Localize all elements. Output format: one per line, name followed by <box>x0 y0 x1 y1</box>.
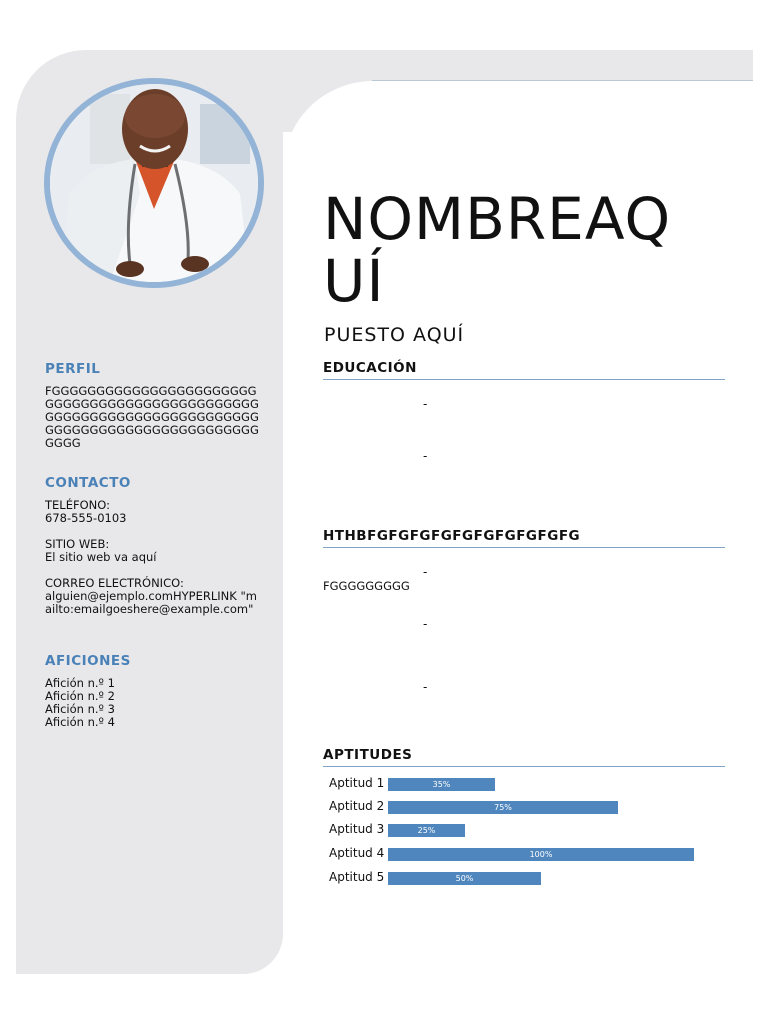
experience-heading: HTHBFGFGFGFGFGFGFGFGFGFG <box>323 528 725 548</box>
hobby-item: Afición n.º 3 <box>45 702 115 716</box>
experience-entry: - <box>423 565 428 579</box>
skill-percent: 35% <box>432 780 451 789</box>
contact-section <box>45 475 265 629</box>
website-value[interactable]: El sitio web va aquí <box>45 550 157 564</box>
hobbies-heading: AFICIONES <box>45 653 131 669</box>
skill-label: Aptitud 2 <box>329 799 385 813</box>
website-block <box>45 538 265 564</box>
hobbies-section <box>45 653 265 729</box>
skill-label: Aptitud 3 <box>329 822 385 836</box>
phone-label: TELÉFONO: <box>45 498 110 512</box>
profile-photo <box>50 84 258 282</box>
website-label: SITIO WEB: <box>45 537 110 551</box>
skill-bar <box>388 778 495 791</box>
education-entry: - <box>423 449 428 463</box>
job-title: PUESTO AQUÍ <box>324 324 465 346</box>
profile-section <box>45 361 265 450</box>
skill-bar <box>388 824 465 837</box>
experience-entry: - <box>423 617 428 631</box>
candidate-name: NOMBREAQUÍ <box>323 185 672 315</box>
skills-heading: APTITUDES <box>323 747 725 767</box>
skill-percent: 75% <box>494 803 512 812</box>
top-divider <box>372 80 753 81</box>
email-block <box>45 577 265 616</box>
email-value[interactable]: alguien@ejemplo.comHYPERLINK "mailto:emailgoeshere@example.com" <box>45 589 257 616</box>
profile-heading: PERFIL <box>45 361 101 377</box>
hobbies-list <box>45 677 265 729</box>
hobby-item: Afición n.º 1 <box>45 676 115 690</box>
email-label: CORREO ELECTRÓNICO: <box>45 576 184 590</box>
skill-bar <box>388 872 541 885</box>
skill-label: Aptitud 4 <box>329 846 385 860</box>
skill-bar <box>388 848 694 861</box>
education-entry: - <box>423 397 428 411</box>
contact-heading: CONTACTO <box>45 475 131 491</box>
skill-label: Aptitud 1 <box>329 776 385 790</box>
hobby-item: Afición n.º 4 <box>45 715 115 729</box>
experience-text: FGGGGGGGGG <box>323 579 410 593</box>
hobby-item: Afición n.º 2 <box>45 689 115 703</box>
education-heading: EDUCACIÓN <box>323 360 725 380</box>
phone-block <box>45 499 265 525</box>
skill-percent: 25% <box>417 826 436 835</box>
experience-entry: - <box>423 680 428 694</box>
profile-text: FGGGGGGGGGGGGGGGGGGGGGGGGGGGGGGGGGGGGGGGGGGGGGGGGGGGGGGGGGGGGGGGGGGGGGGGGGGGGGGGGGGGGGGGGGGGGGGGGGGG <box>45 384 259 450</box>
skill-percent: 50% <box>455 874 474 883</box>
skill-bar <box>388 801 618 814</box>
skill-label: Aptitud 5 <box>329 870 385 884</box>
skill-percent: 100% <box>529 850 553 859</box>
phone-value: 678-555-0103 <box>45 511 127 525</box>
